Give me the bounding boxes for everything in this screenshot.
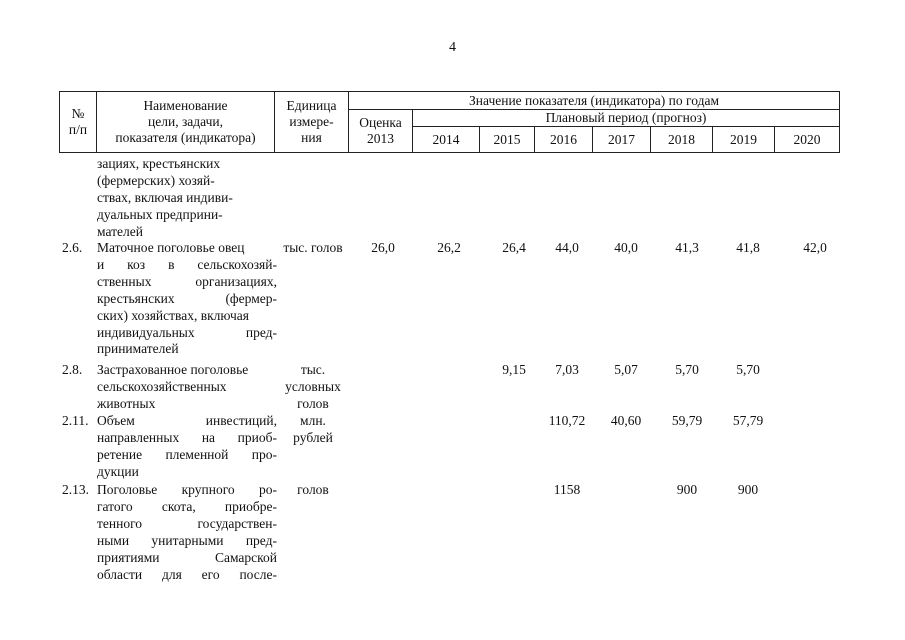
value-cell: 9,15 [502, 362, 526, 377]
indicator-name-line: приятиями Самарской [97, 549, 277, 565]
header-year: 2015 [480, 127, 535, 153]
header-year: 2014 [413, 127, 480, 153]
indicator-name-line: крестьянских (фермер- [97, 290, 277, 306]
value-cell: 42,0 [803, 240, 827, 255]
value-cell: 5,70 [736, 362, 760, 377]
indicator-name-line: области для его после- [97, 566, 277, 582]
indicator-name-line: ными унитарными пред- [97, 532, 277, 548]
value-cell: 40,0 [614, 240, 638, 255]
unit [278, 482, 348, 499]
indicator-name-line: (фермерских) хозяй- [97, 172, 215, 188]
value-cell: 26,2 [437, 240, 461, 255]
indicator-name-line: мателей [97, 223, 143, 239]
unit-line: тыс. голов [283, 240, 343, 255]
unit [278, 413, 348, 447]
unit-line: рублей [293, 429, 333, 445]
row-number: 2.6. [62, 240, 83, 255]
value-cell: 5,07 [614, 362, 638, 377]
indicator-name-line: сельскохозяйственных [97, 378, 227, 394]
indicator-name-line: ских) хозяйствах, включая [97, 307, 249, 323]
header-num: № п/п [60, 92, 97, 153]
value-cell: 57,79 [732, 413, 764, 428]
unit-line: голов [297, 482, 329, 497]
header-year: 2019 [713, 127, 775, 153]
value-cell: 26,4 [502, 240, 526, 255]
header-estimate: Оценка 2013 [349, 110, 413, 153]
value-cell: 5,70 [675, 362, 699, 377]
unit [278, 362, 348, 413]
indicator-name-line: принимателей [97, 341, 179, 357]
header-unit: Единица измере- ния [275, 92, 349, 153]
header-year: 2017 [593, 127, 651, 153]
header-year: 2020 [775, 127, 840, 153]
indicator-name [97, 156, 277, 241]
indicator-name-line: ретение племенной про- [97, 446, 277, 462]
indicator-name-line: гатого скота, приобре- [97, 498, 277, 514]
row-number: 2.11. [62, 413, 89, 428]
indicator-name-line: Объем инвестиций, [97, 413, 277, 428]
row-number: 2.8. [62, 362, 83, 377]
indicator-name-line: тенного государствен- [97, 515, 277, 531]
value-cell: 900 [676, 482, 698, 497]
indicator-name [97, 482, 277, 583]
indicator-name-line: направленных на приоб- [97, 429, 277, 445]
header-values-title: Значение показателя (индикатора) по годам [349, 92, 840, 110]
value-cell: 900 [737, 482, 759, 497]
value-cell: 1158 [553, 482, 581, 497]
header-year: 2016 [535, 127, 593, 153]
indicator-name-line: ствах, включая индиви- [97, 189, 233, 205]
indicator-name [97, 240, 277, 358]
unit-line: млн. [300, 413, 326, 428]
indicator-name-line: Застрахованное поголовье [97, 362, 249, 377]
value-cell: 59,79 [671, 413, 703, 428]
unit-line: тыс. [300, 362, 326, 377]
value-cell: 40,60 [610, 413, 642, 428]
indicator-name-line: дукции [97, 463, 139, 479]
indicator-name-line: ственных организациях, [97, 273, 277, 289]
indicator-name-line: индивидуальных пред- [97, 324, 277, 340]
value-cell: 7,03 [555, 362, 579, 377]
header-name: Наименование цели, задачи, показателя (индикатора) [97, 92, 275, 153]
value-cell: 110,72 [548, 413, 586, 428]
unit [278, 240, 348, 257]
value-cell: 44,0 [555, 240, 579, 255]
value-cell: 26,0 [371, 240, 395, 255]
indicator-name-line: животных [97, 395, 156, 411]
unit-line: условных [285, 378, 341, 394]
indicator-name [97, 362, 277, 413]
indicator-name-line: Поголовье крупного ро- [97, 482, 277, 497]
indicator-name-line: дуальных предприни- [97, 206, 223, 222]
header-year: 2018 [651, 127, 713, 153]
row-number: 2.13. [62, 482, 89, 497]
header-plan-title: Плановый период (прогноз) [413, 110, 840, 127]
indicator-name-line: Маточное поголовье овец [97, 240, 245, 255]
unit-line: голов [297, 395, 329, 411]
page-number: 4 [449, 40, 456, 55]
value-cell: 41,8 [736, 240, 760, 255]
indicator-name-line: и коз в сельскохозяй- [97, 256, 277, 272]
indicator-name-line: зациях, крестьянских [97, 156, 221, 171]
value-cell: 41,3 [675, 240, 699, 255]
indicator-name [97, 413, 277, 481]
